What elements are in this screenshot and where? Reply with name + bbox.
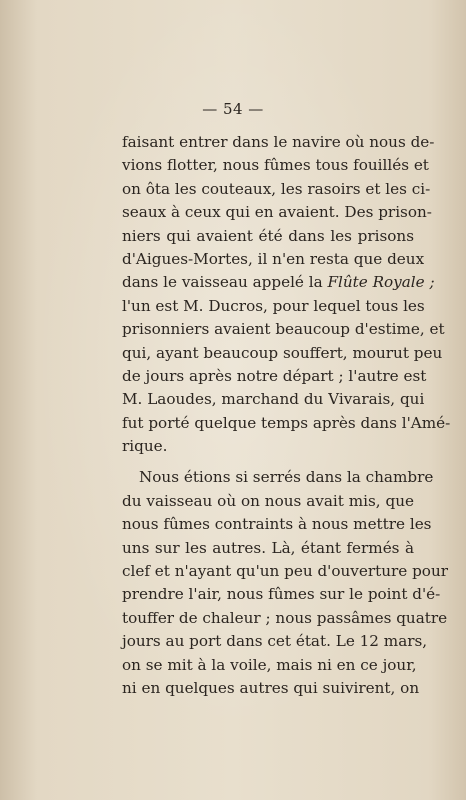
paragraph-gap bbox=[122, 458, 414, 466]
text-line: fut porté quelque temps après dans l'Amé- bbox=[122, 413, 451, 432]
text-line: M. Laoudes, marchand du Vivarais, qui bbox=[122, 390, 425, 409]
paragraph-1 bbox=[122, 131, 451, 458]
text-line: uns sur les autres. Là, étant fermés à bbox=[122, 538, 414, 557]
text-line: prisonniers avaient beaucoup d'estime, et bbox=[122, 320, 445, 339]
text-line: qui, ayant beaucoup souffert, mourut peu bbox=[122, 343, 443, 362]
text-line: clef et n'ayant qu'un peu d'ouverture pour bbox=[122, 562, 448, 581]
paragraph-2 bbox=[122, 466, 448, 700]
text-line: de jours après notre départ ; l'autre est bbox=[122, 366, 427, 385]
text-line: ni en quelques autres qui suivirent, on bbox=[122, 678, 420, 697]
text-line: on ôta les couteaux, les rasoirs et les ci- bbox=[122, 179, 431, 198]
text-line: touffer de chaleur ; nous passâmes quatre bbox=[122, 608, 448, 627]
text-line: nous fûmes contraints à nous mettre les bbox=[122, 515, 432, 534]
text-line-with-ship-name bbox=[122, 271, 435, 294]
text-line: l'un est M. Ducros, pour lequel tous les bbox=[122, 296, 425, 315]
text-line: seaux à ceux qui en avaient. Des prison- bbox=[122, 203, 432, 222]
text-line: d'Aigues-Mortes, il n'en resta que deux bbox=[122, 249, 425, 268]
text-line: Nous étions si serrés dans la chambre bbox=[139, 468, 434, 487]
text-line: faisant entrer dans le navire où nous de- bbox=[122, 133, 435, 151]
page-number: — 54 — bbox=[202, 100, 264, 118]
text-line: jours au port dans cet état. Le 12 mars, bbox=[122, 632, 428, 651]
text-fragment: dans le vaisseau appelé la bbox=[122, 273, 328, 292]
text-line: du vaisseau où on nous avait mis, que bbox=[122, 491, 414, 510]
text-line: prendre l'air, nous fûmes sur le point d'é- bbox=[122, 585, 441, 604]
ship-name: Flûte Royale ; bbox=[327, 273, 435, 292]
text-line: niers qui avaient été dans les prisons bbox=[122, 226, 414, 245]
text-line: on se mit à la voile, mais ni en ce jour, bbox=[122, 655, 417, 674]
text-line: vions flotter, nous fûmes tous fouillés et bbox=[122, 156, 429, 175]
body-text bbox=[122, 131, 451, 700]
text-line: rique. bbox=[122, 437, 168, 456]
